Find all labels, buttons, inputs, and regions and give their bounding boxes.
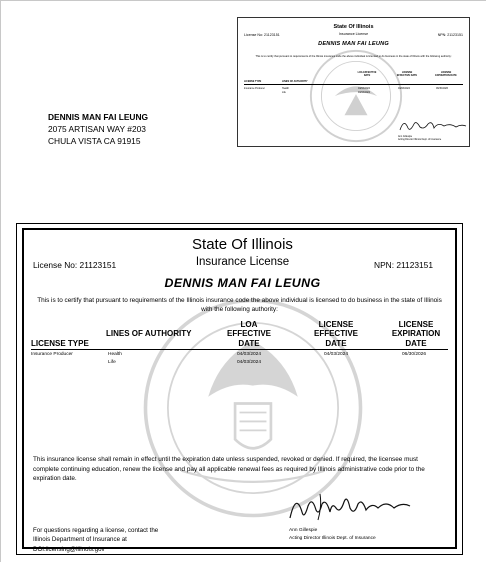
pocket-row1-line: Health <box>282 87 289 90</box>
mailing-address <box>48 111 148 147</box>
row1-license-type: Insurance Producer <box>31 352 73 357</box>
certify-statement: This is to certify that pursuant to requirements of the Illinois insurance code the above individual is licensed to do business in the state of Illinois with the following authority: <box>37 297 442 313</box>
pocket-row1-exp: 06/30/2026 <box>436 87 448 90</box>
header-loa-line1: LOA <box>240 320 258 329</box>
license-notice: This insurance license shall remain in effect until the expiration date unless suspended, revoked or denied. If required, the licensee must complete continuing education, renew the license and pay all applicable renewal fees as required by Illinois administrative code prior to the expiration date. <box>33 456 425 483</box>
header-eff-line3: DATE <box>325 338 347 348</box>
license-certificate <box>16 223 463 555</box>
contact-line-1: For questions regarding a license, contact the <box>33 527 159 534</box>
signer-title: Acting Director Illinois Dept. of Insurance <box>289 535 376 541</box>
pocket-header-eff: LICENSE EFFECTIVE DATE <box>396 71 418 77</box>
license-number: License No: 21123151 <box>33 260 117 270</box>
contact-info <box>33 526 203 554</box>
pocket-license-number: License No: 21123151 <box>244 33 280 37</box>
pocket-header-loa: LOA EFFECTIVE DATE <box>357 71 377 77</box>
header-loa-effective-date <box>220 320 278 348</box>
pocket-licensee-name: DENNIS MAN FAI LEUNG <box>318 41 389 47</box>
header-exp-line1: LICENSE <box>398 320 434 329</box>
address-line-1: 2075 ARTISAN WAY #203 <box>48 124 146 134</box>
director-signature <box>286 488 416 524</box>
state-title: State Of Illinois <box>192 236 293 253</box>
certificate-border <box>22 228 457 553</box>
pocket-row1-type: Insurance Producer <box>244 87 265 90</box>
pocket-row1-loa: 04/03/2024 <box>358 87 370 90</box>
license-subtitle: Insurance License <box>195 256 290 268</box>
row1-line-of-authority: Health <box>108 352 122 357</box>
pocket-license-card <box>237 17 470 147</box>
address-name: DENNIS MAN FAI LEUNG <box>48 112 149 122</box>
pocket-signer-title: Acting Director Illinois Dept. of Insurance <box>398 137 442 141</box>
pocket-header-license-type: LICENSE TYPE <box>244 80 262 83</box>
npn-number: NPN: 21123151 <box>374 260 433 270</box>
header-eff-line1: LICENSE <box>318 320 354 329</box>
pocket-subtitle: Insurance License <box>338 32 369 36</box>
header-license-effective-date <box>307 320 365 348</box>
header-lines-of-authority: LINES OF AUTHORITY <box>106 329 192 338</box>
licensee-name: DENNIS MAN FAI LEUNG <box>164 276 321 290</box>
pocket-row2-loa: 04/03/2024 <box>358 91 370 94</box>
row1-loa-date: 04/03/2024 <box>237 352 262 357</box>
row1-effective-date: 04/03/2024 <box>324 352 349 357</box>
row1-expiration-date: 06/30/2026 <box>402 352 427 357</box>
pocket-state-title: State Of Illinois <box>333 24 374 30</box>
state-seal-watermark <box>308 48 404 144</box>
pocket-row2-line: Life <box>282 91 286 94</box>
pocket-certify-text: This is to certify that pursuant to requirements of the Illinois insurance code the above individual is licensed to do business in the state of Illinois with the following authority: <box>255 55 452 58</box>
header-loa-line3: DATE <box>238 338 260 348</box>
signer-block <box>289 527 376 542</box>
pocket-signature <box>398 116 468 134</box>
header-exp-line3: DATE <box>405 338 427 348</box>
header-license-expiration-date <box>384 320 448 348</box>
contact-email: DOI.licensing@illinois.gov <box>33 545 105 553</box>
pocket-header-rule <box>244 84 463 85</box>
row2-line-of-authority: Life <box>108 360 116 365</box>
header-exp-line2: EXPIRATION <box>391 329 441 339</box>
pocket-header-exp: LICENSE EXPIRATION DATE <box>435 71 457 77</box>
signer-name: Ann Gillespie <box>289 528 318 533</box>
header-loa-line2: EFFECTIVE <box>226 329 271 339</box>
header-rule <box>31 349 448 350</box>
pocket-signer <box>398 136 441 142</box>
row2-loa-date: 04/03/2024 <box>237 360 262 365</box>
pocket-signer-name: Ann Gillespie <box>398 135 413 138</box>
contact-line-2: Illinois Department of Insurance at <box>33 536 127 544</box>
header-eff-line2: EFFECTIVE <box>313 329 358 339</box>
pocket-header-lines: LINES OF AUTHORITY <box>282 80 308 83</box>
pocket-row1-eff: 04/03/2024 <box>398 87 410 90</box>
header-license-type: LICENSE TYPE <box>31 339 89 348</box>
pocket-npn: NPN: 21123151 <box>437 33 463 37</box>
address-line-2: CHULA VISTA CA 91915 <box>48 136 141 146</box>
